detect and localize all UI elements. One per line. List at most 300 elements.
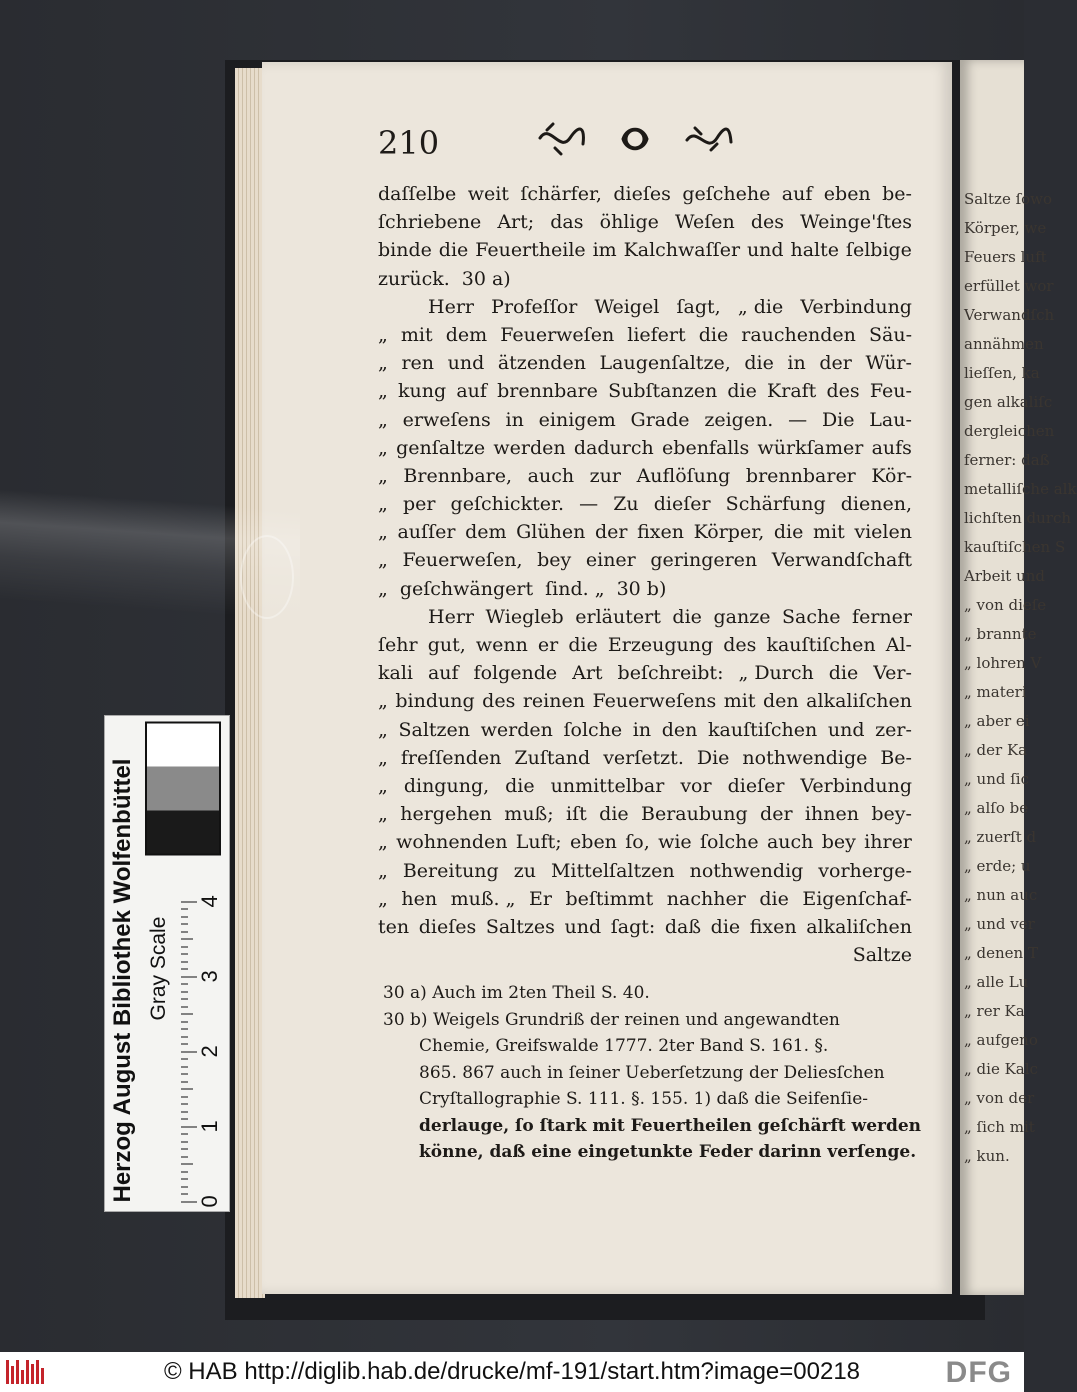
word: werden <box>493 436 566 459</box>
ruler-tick <box>181 1059 188 1060</box>
word: „ <box>378 577 388 600</box>
word: wohnenden <box>396 831 508 854</box>
facing-page-fragment: annähmen <box>964 335 1044 353</box>
word: muß; <box>504 803 554 826</box>
word: „ <box>378 803 388 826</box>
ruler-tick <box>181 1164 193 1165</box>
text-line <box>378 490 912 518</box>
word: ihnen <box>804 803 859 826</box>
word: Art <box>572 662 603 685</box>
ruler-tick <box>181 1119 188 1120</box>
word: Die <box>696 746 730 769</box>
word: kauſtiſchen <box>708 718 818 741</box>
word: Saltzes <box>485 915 555 938</box>
footer-bar <box>0 1352 1024 1392</box>
word: hergehen <box>400 803 492 826</box>
word: hen <box>401 887 438 910</box>
library-name: Herzog August Bibliothek Wolfenbüttel <box>109 758 136 1203</box>
text-line <box>378 631 912 659</box>
word: Grade <box>630 408 690 431</box>
word: das <box>550 211 584 234</box>
word: Ver- <box>873 662 912 685</box>
word: beſchreibt: <box>617 662 724 685</box>
text-line <box>378 406 912 434</box>
word: Eigenſchaf- <box>802 887 912 910</box>
word: wie <box>658 831 692 854</box>
word: dem <box>465 521 507 544</box>
word: geſchickter. <box>450 493 564 516</box>
word: bey <box>537 549 572 572</box>
word: ten <box>378 915 410 938</box>
word: Schärfung <box>725 493 826 516</box>
word: die <box>698 323 729 346</box>
ruler-tick <box>181 909 188 910</box>
word: auch <box>766 831 814 854</box>
word: und <box>746 239 784 262</box>
word: Feuertheile <box>475 239 586 262</box>
ruler-tick <box>181 932 188 933</box>
ruler-tick <box>181 977 197 978</box>
word: vorherge- <box>818 859 912 882</box>
ruler-tick <box>181 1082 188 1083</box>
catchword <box>378 941 912 969</box>
facing-page-fragment: lichſten durch <box>964 509 1072 527</box>
word: mit <box>723 690 756 713</box>
word: „ Durch <box>738 662 814 685</box>
word: die <box>672 605 702 628</box>
word: ſind. „ <box>545 577 605 600</box>
word: kung <box>398 380 447 403</box>
footnote-line: derlauge, ſo ſtark mit Feuertheilen geſchärft werden <box>419 1115 922 1136</box>
word: alkaliſchen <box>806 915 912 938</box>
ruler-tick <box>181 1074 188 1075</box>
text-line <box>378 265 912 293</box>
word: Subſtanzen <box>608 380 718 403</box>
word: mit <box>400 323 433 346</box>
text-line <box>378 603 912 631</box>
word: liefert <box>627 323 686 346</box>
word: „ <box>378 521 388 544</box>
word: des <box>750 211 785 234</box>
word: wenn <box>475 634 528 656</box>
word: ren <box>401 352 435 375</box>
word: Kraft <box>767 380 817 403</box>
word: dingung, <box>403 774 490 797</box>
word: brennbare <box>497 380 598 403</box>
word: Mittelſaltzen <box>550 859 675 882</box>
word: dieſes <box>613 183 671 205</box>
word: die <box>568 634 598 656</box>
facing-page-fragment: „ brannte <box>964 625 1037 643</box>
facing-page-fragment: lieſſen, ka <box>964 364 1040 382</box>
word: ſagt: <box>610 915 656 938</box>
word: per <box>402 493 436 516</box>
word: Lau- <box>869 408 912 431</box>
facing-page-fragment: Verwandſch <box>964 306 1055 324</box>
facing-page-fragment: „ und ver <box>964 915 1035 933</box>
word: ſehr <box>378 634 418 656</box>
ruler-tick <box>181 1007 188 1008</box>
word: auf <box>427 662 459 685</box>
text-line <box>378 236 912 264</box>
facing-page-fragment: kauſtiſchen S <box>964 538 1066 556</box>
word: dienen, <box>840 493 912 516</box>
ruler-tick <box>181 1134 188 1135</box>
word: einigem <box>538 408 616 431</box>
word: iſt <box>566 803 587 826</box>
footnote-line: Chemie, Greifswalde 1777. 2ter Band S. 161. §. <box>419 1036 829 1056</box>
word: die <box>828 662 859 685</box>
facing-page-fragment: „ von dieſe <box>964 596 1047 614</box>
facing-page-fragment: „ von der <box>964 1089 1035 1107</box>
ruler-tick <box>181 1179 188 1180</box>
word: Feuerweſens <box>592 690 717 713</box>
word: „ <box>378 464 388 487</box>
color-scale-card <box>104 715 230 1212</box>
word: Wiegleb <box>485 605 564 628</box>
word: beſtimmt <box>565 887 654 910</box>
ruler-tick <box>181 1112 188 1113</box>
word: kali <box>378 662 413 685</box>
word: die <box>727 380 757 403</box>
ruler-number: 3 <box>197 970 222 983</box>
footnote-line: 865. 867 auch in ſeiner Ueberſetzung der Deliesſchen <box>419 1062 885 1083</box>
word: Glühen <box>516 521 586 544</box>
word: ganze <box>713 605 771 628</box>
ruler-number: 0 <box>197 1195 222 1208</box>
ruler-tick <box>181 954 188 955</box>
word: auch <box>527 464 575 487</box>
text-line <box>378 293 912 321</box>
word: dadurch <box>573 436 654 459</box>
word: 30 b) <box>616 577 667 600</box>
word: würkſamer <box>757 436 864 459</box>
facing-page-fragment: „ zuerſt d <box>964 828 1037 846</box>
text-line <box>378 800 912 828</box>
word: Sache <box>782 605 841 628</box>
ruler-tick <box>181 1202 197 1203</box>
word: Herr <box>428 295 474 318</box>
word: die <box>438 239 469 262</box>
facing-page-fragment: „ aufgeno <box>964 1031 1038 1049</box>
word: „ <box>378 690 388 713</box>
word: weit <box>467 183 509 205</box>
facing-page-fragment: erfüllet wor <box>964 277 1054 295</box>
facing-page-fragment: „ und ſic <box>964 770 1029 788</box>
word: Profeſſor <box>491 295 578 318</box>
word: dieſer <box>653 493 711 516</box>
word: Weſen <box>674 211 735 234</box>
ruler-tick <box>181 1157 188 1158</box>
word: ſagt, <box>676 295 721 318</box>
text-line <box>378 687 912 715</box>
facing-page-fragment: ferner: daß <box>964 451 1050 469</box>
word: Feuerweſen, <box>402 549 523 572</box>
ruler-tick <box>181 1022 188 1023</box>
word: folgende <box>473 662 558 685</box>
word: ſchärfer, <box>520 183 602 205</box>
main-text <box>378 180 912 969</box>
word: Er <box>528 887 552 910</box>
word: kauſtiſchen <box>766 634 876 656</box>
text-line <box>378 434 912 462</box>
word: Körper, <box>693 521 765 544</box>
ruler-tick <box>181 902 197 903</box>
word: eben <box>823 183 871 205</box>
word: Zuſtand <box>514 746 591 769</box>
word: muß. „ <box>450 887 516 910</box>
footnote-line: könne, daß eine eingetunkte Feder darinn verſenge. <box>419 1142 917 1162</box>
word: zeigen. <box>704 408 774 431</box>
word: dieſes <box>418 915 477 938</box>
text-line <box>378 913 912 941</box>
word: auf <box>781 183 813 205</box>
gray-swatch <box>147 724 219 767</box>
word: Kalchwaſſer <box>623 239 741 262</box>
word: die <box>505 774 535 797</box>
ruler-tick <box>181 984 188 985</box>
word: Bereitung <box>402 859 499 882</box>
word: vor <box>680 774 712 797</box>
word: fixen <box>637 521 684 544</box>
facing-page-fragment: Saltze ſowo <box>964 190 1053 208</box>
word: aufs <box>871 436 912 459</box>
facing-page-fragment: metalliſche alk <box>964 480 1077 498</box>
ruler-tick <box>181 999 188 1000</box>
word: der <box>594 521 628 544</box>
ruler-tick <box>181 1052 197 1053</box>
word: den <box>661 718 698 741</box>
word: die <box>759 887 789 910</box>
word: Luft; <box>515 831 562 854</box>
word: der <box>760 803 793 826</box>
word: nothwendig <box>689 859 804 882</box>
word: dem <box>445 323 488 346</box>
word: freſſenden <box>400 746 502 769</box>
word: unmittelbar <box>550 774 665 797</box>
footnotes <box>383 980 922 1166</box>
word: vielen <box>854 521 912 544</box>
word: in <box>787 352 806 375</box>
facing-page-fragment: Körper, we <box>964 219 1047 237</box>
word: fixen <box>749 915 797 938</box>
text-line <box>378 716 912 744</box>
word: Brennbare, <box>403 464 513 487</box>
facing-page-fragment: Arbeit und <box>964 567 1045 585</box>
facing-page-fragment: „ denen T <box>964 944 1038 962</box>
word: öhlige <box>599 211 659 234</box>
word: genſaltze <box>396 436 486 459</box>
facing-page-fragment: „ der Ka <box>964 741 1028 759</box>
ruler <box>181 893 222 1208</box>
word: Die <box>821 408 855 431</box>
word: „ <box>378 352 388 375</box>
word: zur <box>589 464 621 487</box>
word: „ <box>378 549 388 572</box>
ruler-number: 4 <box>197 895 222 908</box>
word: „ <box>378 408 388 431</box>
word: und <box>447 352 485 375</box>
word: und <box>564 915 602 938</box>
ruler-tick <box>181 1187 188 1188</box>
word: Wür- <box>865 352 912 375</box>
facing-page-fragment: „ ſich mit <box>964 1118 1035 1136</box>
word: nothwendige <box>742 746 868 769</box>
word: „ <box>378 774 388 797</box>
ruler-tick <box>181 947 188 948</box>
word: auſſer <box>397 521 456 544</box>
ruler-tick <box>181 992 188 993</box>
facing-page-fragment: gen alkaliſc <box>964 393 1053 411</box>
word: zer- <box>875 718 912 741</box>
facing-page-fragment: dergleichen <box>964 422 1055 440</box>
word: ebenfalls <box>662 436 750 459</box>
word: und <box>827 718 865 741</box>
word: in <box>505 408 524 431</box>
text-line <box>378 462 912 490</box>
footnote-line: 30 b) Weigels Grundriß der reinen und angewandten <box>383 1009 840 1030</box>
text-line <box>378 828 912 856</box>
word: Säu- <box>868 323 912 346</box>
ruler-tick <box>181 1104 188 1105</box>
word: mit <box>812 521 845 544</box>
word: Erzeugung <box>607 634 714 656</box>
word: ferner <box>852 605 912 628</box>
text-line <box>378 180 912 208</box>
word: ſelbige <box>845 239 912 262</box>
word: werden <box>480 718 553 741</box>
text-line <box>378 744 912 772</box>
word: „ <box>378 887 388 910</box>
word: in <box>632 718 652 741</box>
facing-page-fragment: „ lohren V <box>964 654 1042 672</box>
word: Auflöſung <box>636 464 731 487</box>
ruler-tick <box>181 1037 188 1038</box>
word: „ <box>378 436 388 459</box>
word: reinen <box>522 690 585 713</box>
footnote-line: Cryſtallographie S. 111. §. 155. 1) daß die Seifenſie- <box>419 1089 869 1109</box>
word: Verbindung <box>800 774 912 797</box>
footnote-line: 30 a) Auch im 2ten Theil S. 40. <box>383 983 650 1003</box>
word: Al- <box>885 634 912 656</box>
word: alkaliſchen <box>806 690 912 713</box>
ruler-number: 2 <box>197 1045 222 1058</box>
word: Be- <box>880 746 912 769</box>
word: „ <box>378 380 388 403</box>
word: bey- <box>871 803 912 826</box>
word: ſo, <box>625 831 650 854</box>
word: „ <box>378 493 388 516</box>
word: „ die <box>737 295 784 318</box>
word: geſchwängert <box>399 577 534 600</box>
word: auf <box>456 380 487 403</box>
word: Beraubung <box>641 803 748 826</box>
glass-rod-tip <box>240 535 294 619</box>
catchword-text: Saltze <box>852 944 912 967</box>
word: binde <box>378 239 432 262</box>
word: Herr <box>428 605 474 628</box>
word: ſolche <box>699 831 759 854</box>
ruler-tick <box>181 1014 193 1015</box>
ruler-tick <box>181 1029 188 1030</box>
ruler-number: 1 <box>197 1120 222 1133</box>
word: des <box>826 380 860 403</box>
ruler-tick <box>181 1149 188 1150</box>
word: ſchriebene <box>378 211 482 234</box>
facing-page-fragment: „ nun auc <box>964 886 1038 904</box>
text-line <box>378 208 912 236</box>
word: die <box>599 803 629 826</box>
ruler-tick <box>181 962 188 963</box>
ruler-tick <box>181 969 188 970</box>
word: den <box>762 690 799 713</box>
word: ihrer <box>864 831 912 854</box>
word: des <box>723 634 757 656</box>
text-line <box>378 659 912 687</box>
word: daſſelbe <box>378 183 457 205</box>
facing-page-fragment: „ die Kalc <box>964 1060 1038 1078</box>
word: halte <box>790 239 840 262</box>
word: im <box>592 239 617 262</box>
word: die <box>710 915 741 938</box>
word: gut, <box>427 634 466 656</box>
word: be- <box>882 183 912 205</box>
word: geringeren <box>650 549 758 572</box>
ruler-tick <box>181 1194 188 1195</box>
word: zu <box>513 859 536 882</box>
page-edges <box>235 68 265 1298</box>
word: — <box>788 408 808 431</box>
text-line <box>378 518 912 546</box>
ruler-tick <box>181 917 188 918</box>
text-line <box>378 546 912 574</box>
word: „ <box>378 859 388 882</box>
word: — <box>579 493 599 516</box>
ornament-icon <box>535 118 735 160</box>
facing-page-fragment: „ rer Ka <box>964 1002 1025 1020</box>
word: Kör- <box>871 464 912 487</box>
word: Saltzen <box>398 718 471 741</box>
text-line <box>378 857 912 885</box>
facing-page <box>960 60 1077 1295</box>
word: Zu <box>613 493 639 516</box>
text-line <box>378 772 912 800</box>
word: zurück. <box>378 267 450 290</box>
ruler-tick <box>181 1127 197 1128</box>
word: „ <box>378 746 388 769</box>
facing-page-fragment: „ alſo be <box>964 799 1029 817</box>
ruler-tick <box>181 1089 193 1090</box>
word: Verwandſchaft <box>771 549 912 572</box>
facing-page-fragment: „ kun. <box>964 1147 1010 1165</box>
text-line <box>378 321 912 349</box>
word: brennbarer <box>745 464 856 487</box>
copyright-link[interactable]: © HAB http://diglib.hab.de/drucke/mf-191/start.htm?image=00218 <box>163 1358 861 1385</box>
dfg-logo: DFG <box>945 1356 1012 1389</box>
gray-scale-label: Gray Scale <box>147 916 170 1021</box>
gray-swatch <box>147 810 219 853</box>
word: Weinge'ſtes <box>800 211 912 234</box>
facing-page-fragment: „ alle Lu <box>964 973 1029 991</box>
word: geſchehe <box>682 183 771 205</box>
word: ſolche <box>563 718 623 741</box>
word: ätzenden <box>497 352 586 375</box>
word: rauchenden <box>741 323 856 346</box>
word: dieſer <box>727 774 785 797</box>
word: 30 a) <box>461 267 511 290</box>
word: eben <box>570 831 617 854</box>
ruler-tick <box>181 1172 188 1173</box>
